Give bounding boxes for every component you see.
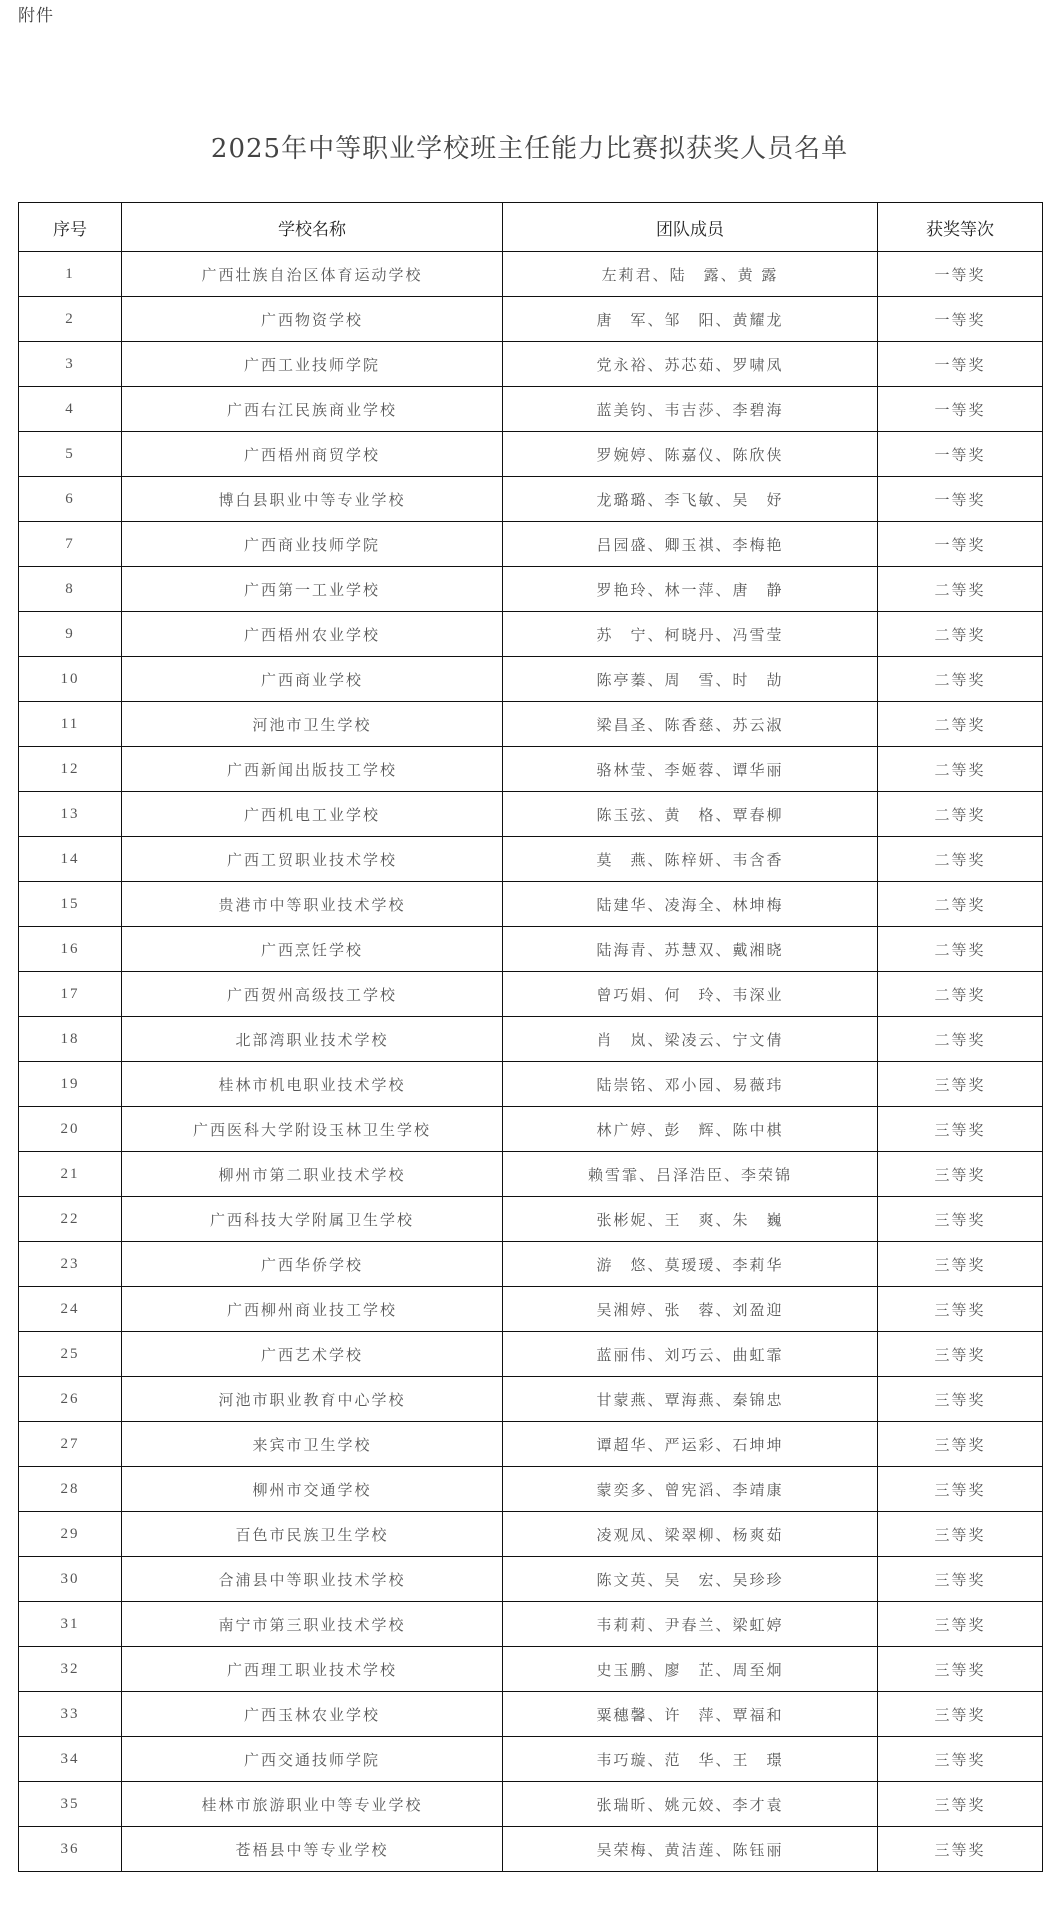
school-name-cell: 广西右江民族商业学校 — [122, 387, 503, 432]
table-row — [19, 747, 1043, 792]
serial-number-cell: 30 — [19, 1557, 122, 1602]
award-level-cell: 三等奖 — [878, 1287, 1043, 1332]
serial-number-cell: 36 — [19, 1827, 122, 1872]
table-header-row — [19, 203, 1043, 252]
team-members-cell: 吴湘婷、张 蓉、刘盈迎 — [503, 1287, 878, 1332]
award-level-cell: 二等奖 — [878, 927, 1043, 972]
award-level-cell: 三等奖 — [878, 1377, 1043, 1422]
table-row — [19, 1557, 1043, 1602]
table-row — [19, 612, 1043, 657]
award-level-cell: 三等奖 — [878, 1242, 1043, 1287]
table-row — [19, 477, 1043, 522]
school-name-cell: 广西贺州高级技工学校 — [122, 972, 503, 1017]
serial-number-cell: 1 — [19, 252, 122, 297]
team-members-cell: 蒙奕多、曾宪滔、李靖康 — [503, 1467, 878, 1512]
school-name-cell: 广西工业技师学院 — [122, 342, 503, 387]
table-row — [19, 1017, 1043, 1062]
award-level-cell: 二等奖 — [878, 882, 1043, 927]
team-members-cell: 陆崇铭、邓小园、易薇玮 — [503, 1062, 878, 1107]
team-members-cell: 蓝美钧、韦吉莎、李碧海 — [503, 387, 878, 432]
award-level-cell: 一等奖 — [878, 297, 1043, 342]
school-name-cell: 南宁市第三职业技术学校 — [122, 1602, 503, 1647]
serial-number-cell: 9 — [19, 612, 122, 657]
award-level-cell: 三等奖 — [878, 1332, 1043, 1377]
team-members-cell: 曾巧娟、何 玲、韦深业 — [503, 972, 878, 1017]
school-name-cell: 河池市卫生学校 — [122, 702, 503, 747]
school-name-cell: 柳州市第二职业技术学校 — [122, 1152, 503, 1197]
school-name-cell: 桂林市机电职业技术学校 — [122, 1062, 503, 1107]
table-row — [19, 972, 1043, 1017]
team-members-cell: 陈玉弦、黄 格、覃春柳 — [503, 792, 878, 837]
school-name-cell: 广西柳州商业技工学校 — [122, 1287, 503, 1332]
school-name-cell: 河池市职业教育中心学校 — [122, 1377, 503, 1422]
serial-number-cell: 18 — [19, 1017, 122, 1062]
table-row — [19, 1467, 1043, 1512]
team-members-cell: 吴荣梅、黄洁莲、陈钰丽 — [503, 1827, 878, 1872]
team-members-cell: 罗婉婷、陈嘉仪、陈欣侠 — [503, 432, 878, 477]
serial-number-cell: 31 — [19, 1602, 122, 1647]
school-name-cell: 博白县职业中等专业学校 — [122, 477, 503, 522]
attachment-label: 附件 — [18, 6, 54, 26]
serial-number-cell: 11 — [19, 702, 122, 747]
table-row — [19, 1287, 1043, 1332]
school-name-cell: 广西工贸职业技术学校 — [122, 837, 503, 882]
award-level-cell: 一等奖 — [878, 387, 1043, 432]
school-name-cell: 广西玉林农业学校 — [122, 1692, 503, 1737]
table-row — [19, 297, 1043, 342]
award-level-cell: 二等奖 — [878, 837, 1043, 882]
team-members-cell: 凌观凤、梁翠柳、杨爽茹 — [503, 1512, 878, 1557]
award-level-cell: 三等奖 — [878, 1107, 1043, 1152]
table-row — [19, 927, 1043, 972]
school-name-cell: 广西交通技师学院 — [122, 1737, 503, 1782]
award-level-cell: 二等奖 — [878, 702, 1043, 747]
header-serial-number: 序号 — [19, 203, 122, 252]
award-level-cell: 三等奖 — [878, 1467, 1043, 1512]
serial-number-cell: 23 — [19, 1242, 122, 1287]
serial-number-cell: 22 — [19, 1197, 122, 1242]
table-row — [19, 1512, 1043, 1557]
serial-number-cell: 10 — [19, 657, 122, 702]
award-level-cell: 三等奖 — [878, 1512, 1043, 1557]
school-name-cell: 广西医科大学附设玉林卫生学校 — [122, 1107, 503, 1152]
school-name-cell: 广西华侨学校 — [122, 1242, 503, 1287]
table-row — [19, 1422, 1043, 1467]
team-members-cell: 陆海青、苏慧双、戴湘晓 — [503, 927, 878, 972]
school-name-cell: 广西物资学校 — [122, 297, 503, 342]
table-row — [19, 1152, 1043, 1197]
school-name-cell: 广西商业学校 — [122, 657, 503, 702]
school-name-cell: 广西第一工业学校 — [122, 567, 503, 612]
school-name-cell: 广西艺术学校 — [122, 1332, 503, 1377]
table-row — [19, 567, 1043, 612]
header-school-name: 学校名称 — [122, 203, 503, 252]
award-level-cell: 三等奖 — [878, 1152, 1043, 1197]
serial-number-cell: 8 — [19, 567, 122, 612]
school-name-cell: 合浦县中等职业技术学校 — [122, 1557, 503, 1602]
team-members-cell: 党永裕、苏芯茹、罗啸凤 — [503, 342, 878, 387]
team-members-cell: 梁昌圣、陈香慈、苏云淑 — [503, 702, 878, 747]
school-name-cell: 广西理工职业技术学校 — [122, 1647, 503, 1692]
serial-number-cell: 26 — [19, 1377, 122, 1422]
table-row — [19, 882, 1043, 927]
table-row — [19, 1782, 1043, 1827]
school-name-cell: 百色市民族卫生学校 — [122, 1512, 503, 1557]
team-members-cell: 左莉君、陆 露、黄 露 — [503, 252, 878, 297]
award-level-cell: 三等奖 — [878, 1197, 1043, 1242]
serial-number-cell: 16 — [19, 927, 122, 972]
team-members-cell: 陆建华、凌海全、林坤梅 — [503, 882, 878, 927]
document-title: 2025年中等职业学校班主任能力比赛拟获奖人员名单 — [210, 134, 849, 164]
team-members-cell: 蓝丽伟、刘巧云、曲虹霏 — [503, 1332, 878, 1377]
table-body — [19, 252, 1043, 1872]
school-name-cell: 柳州市交通学校 — [122, 1467, 503, 1512]
award-level-cell: 二等奖 — [878, 747, 1043, 792]
serial-number-cell: 35 — [19, 1782, 122, 1827]
award-level-cell: 三等奖 — [878, 1557, 1043, 1602]
team-members-cell: 肖 岚、梁凌云、宁文倩 — [503, 1017, 878, 1062]
table-row — [19, 387, 1043, 432]
award-level-cell: 三等奖 — [878, 1692, 1043, 1737]
team-members-cell: 莫 燕、陈梓妍、韦含香 — [503, 837, 878, 882]
serial-number-cell: 25 — [19, 1332, 122, 1377]
school-name-cell: 广西商业技师学院 — [122, 522, 503, 567]
award-level-cell: 二等奖 — [878, 1017, 1043, 1062]
team-members-cell: 韦莉莉、尹春兰、梁虹婷 — [503, 1602, 878, 1647]
award-level-cell: 一等奖 — [878, 522, 1043, 567]
serial-number-cell: 14 — [19, 837, 122, 882]
serial-number-cell: 28 — [19, 1467, 122, 1512]
table-row — [19, 702, 1043, 747]
serial-number-cell: 32 — [19, 1647, 122, 1692]
team-members-cell: 陈文英、吴 宏、吴珍珍 — [503, 1557, 878, 1602]
award-level-cell: 二等奖 — [878, 612, 1043, 657]
table-row — [19, 1692, 1043, 1737]
table-row — [19, 792, 1043, 837]
school-name-cell: 北部湾职业技术学校 — [122, 1017, 503, 1062]
team-members-cell: 罗艳玲、林一萍、唐 静 — [503, 567, 878, 612]
table-row — [19, 342, 1043, 387]
award-list-table — [18, 202, 1043, 1872]
award-level-cell: 三等奖 — [878, 1422, 1043, 1467]
school-name-cell: 贵港市中等职业技术学校 — [122, 882, 503, 927]
serial-number-cell: 6 — [19, 477, 122, 522]
serial-number-cell: 34 — [19, 1737, 122, 1782]
table-row — [19, 1242, 1043, 1287]
serial-number-cell: 24 — [19, 1287, 122, 1332]
serial-number-cell: 17 — [19, 972, 122, 1017]
award-level-cell: 一等奖 — [878, 477, 1043, 522]
award-level-cell: 二等奖 — [878, 792, 1043, 837]
team-members-cell: 吕园盛、卿玉祺、李梅艳 — [503, 522, 878, 567]
team-members-cell: 陈亭蓁、周 雪、时 劼 — [503, 657, 878, 702]
award-level-cell: 一等奖 — [878, 342, 1043, 387]
serial-number-cell: 29 — [19, 1512, 122, 1557]
team-members-cell: 林广婷、彭 辉、陈中棋 — [503, 1107, 878, 1152]
school-name-cell: 广西梧州农业学校 — [122, 612, 503, 657]
serial-number-cell: 12 — [19, 747, 122, 792]
team-members-cell: 骆林莹、李姬蓉、谭华丽 — [503, 747, 878, 792]
table-row — [19, 657, 1043, 702]
serial-number-cell: 15 — [19, 882, 122, 927]
table-row — [19, 1737, 1043, 1782]
award-level-cell: 一等奖 — [878, 252, 1043, 297]
award-level-cell: 三等奖 — [878, 1602, 1043, 1647]
serial-number-cell: 13 — [19, 792, 122, 837]
header-award-level: 获奖等次 — [878, 203, 1043, 252]
table-row — [19, 1197, 1043, 1242]
school-name-cell: 苍梧县中等专业学校 — [122, 1827, 503, 1872]
team-members-cell: 苏 宁、柯晓丹、冯雪莹 — [503, 612, 878, 657]
team-members-cell: 张彬妮、王 爽、朱 巍 — [503, 1197, 878, 1242]
serial-number-cell: 19 — [19, 1062, 122, 1107]
team-members-cell: 赖雪霏、吕泽浩臣、李荣锦 — [503, 1152, 878, 1197]
award-level-cell: 二等奖 — [878, 567, 1043, 612]
award-level-cell: 二等奖 — [878, 657, 1043, 702]
table-row — [19, 1332, 1043, 1377]
header-team-members: 团队成员 — [503, 203, 878, 252]
team-members-cell: 张瑞昕、姚元姣、李才袁 — [503, 1782, 878, 1827]
team-members-cell: 龙璐璐、李飞敏、吴 妤 — [503, 477, 878, 522]
table-row — [19, 1827, 1043, 1872]
award-level-cell: 三等奖 — [878, 1827, 1043, 1872]
table-row — [19, 1062, 1043, 1107]
award-level-cell: 三等奖 — [878, 1062, 1043, 1107]
serial-number-cell: 5 — [19, 432, 122, 477]
school-name-cell: 广西烹饪学校 — [122, 927, 503, 972]
team-members-cell: 唐 军、邹 阳、黄耀龙 — [503, 297, 878, 342]
team-members-cell: 甘蒙燕、覃海燕、秦锦忠 — [503, 1377, 878, 1422]
team-members-cell: 史玉鹏、廖 芷、周至炯 — [503, 1647, 878, 1692]
school-name-cell: 广西壮族自治区体育运动学校 — [122, 252, 503, 297]
serial-number-cell: 27 — [19, 1422, 122, 1467]
serial-number-cell: 20 — [19, 1107, 122, 1152]
award-level-cell: 三等奖 — [878, 1782, 1043, 1827]
team-members-cell: 谭超华、严运彩、石坤坤 — [503, 1422, 878, 1467]
table-row — [19, 1602, 1043, 1647]
table-row — [19, 432, 1043, 477]
table-row — [19, 1107, 1043, 1152]
team-members-cell: 韦巧璇、范 华、王 璟 — [503, 1737, 878, 1782]
team-members-cell: 粟穗馨、许 萍、覃福和 — [503, 1692, 878, 1737]
serial-number-cell: 33 — [19, 1692, 122, 1737]
school-name-cell: 广西科技大学附属卫生学校 — [122, 1197, 503, 1242]
school-name-cell: 广西机电工业学校 — [122, 792, 503, 837]
school-name-cell: 广西新闻出版技工学校 — [122, 747, 503, 792]
award-level-cell: 二等奖 — [878, 972, 1043, 1017]
serial-number-cell: 2 — [19, 297, 122, 342]
school-name-cell: 来宾市卫生学校 — [122, 1422, 503, 1467]
award-level-cell: 三等奖 — [878, 1737, 1043, 1782]
table-row — [19, 522, 1043, 567]
award-level-cell: 一等奖 — [878, 432, 1043, 477]
serial-number-cell: 4 — [19, 387, 122, 432]
award-level-cell: 三等奖 — [878, 1647, 1043, 1692]
serial-number-cell: 7 — [19, 522, 122, 567]
school-name-cell: 广西梧州商贸学校 — [122, 432, 503, 477]
serial-number-cell: 21 — [19, 1152, 122, 1197]
team-members-cell: 游 悠、莫瑷瑷、李莉华 — [503, 1242, 878, 1287]
table-row — [19, 1377, 1043, 1422]
school-name-cell: 桂林市旅游职业中等专业学校 — [122, 1782, 503, 1827]
table-row — [19, 837, 1043, 882]
serial-number-cell: 3 — [19, 342, 122, 387]
table-row — [19, 1647, 1043, 1692]
table-row — [19, 252, 1043, 297]
